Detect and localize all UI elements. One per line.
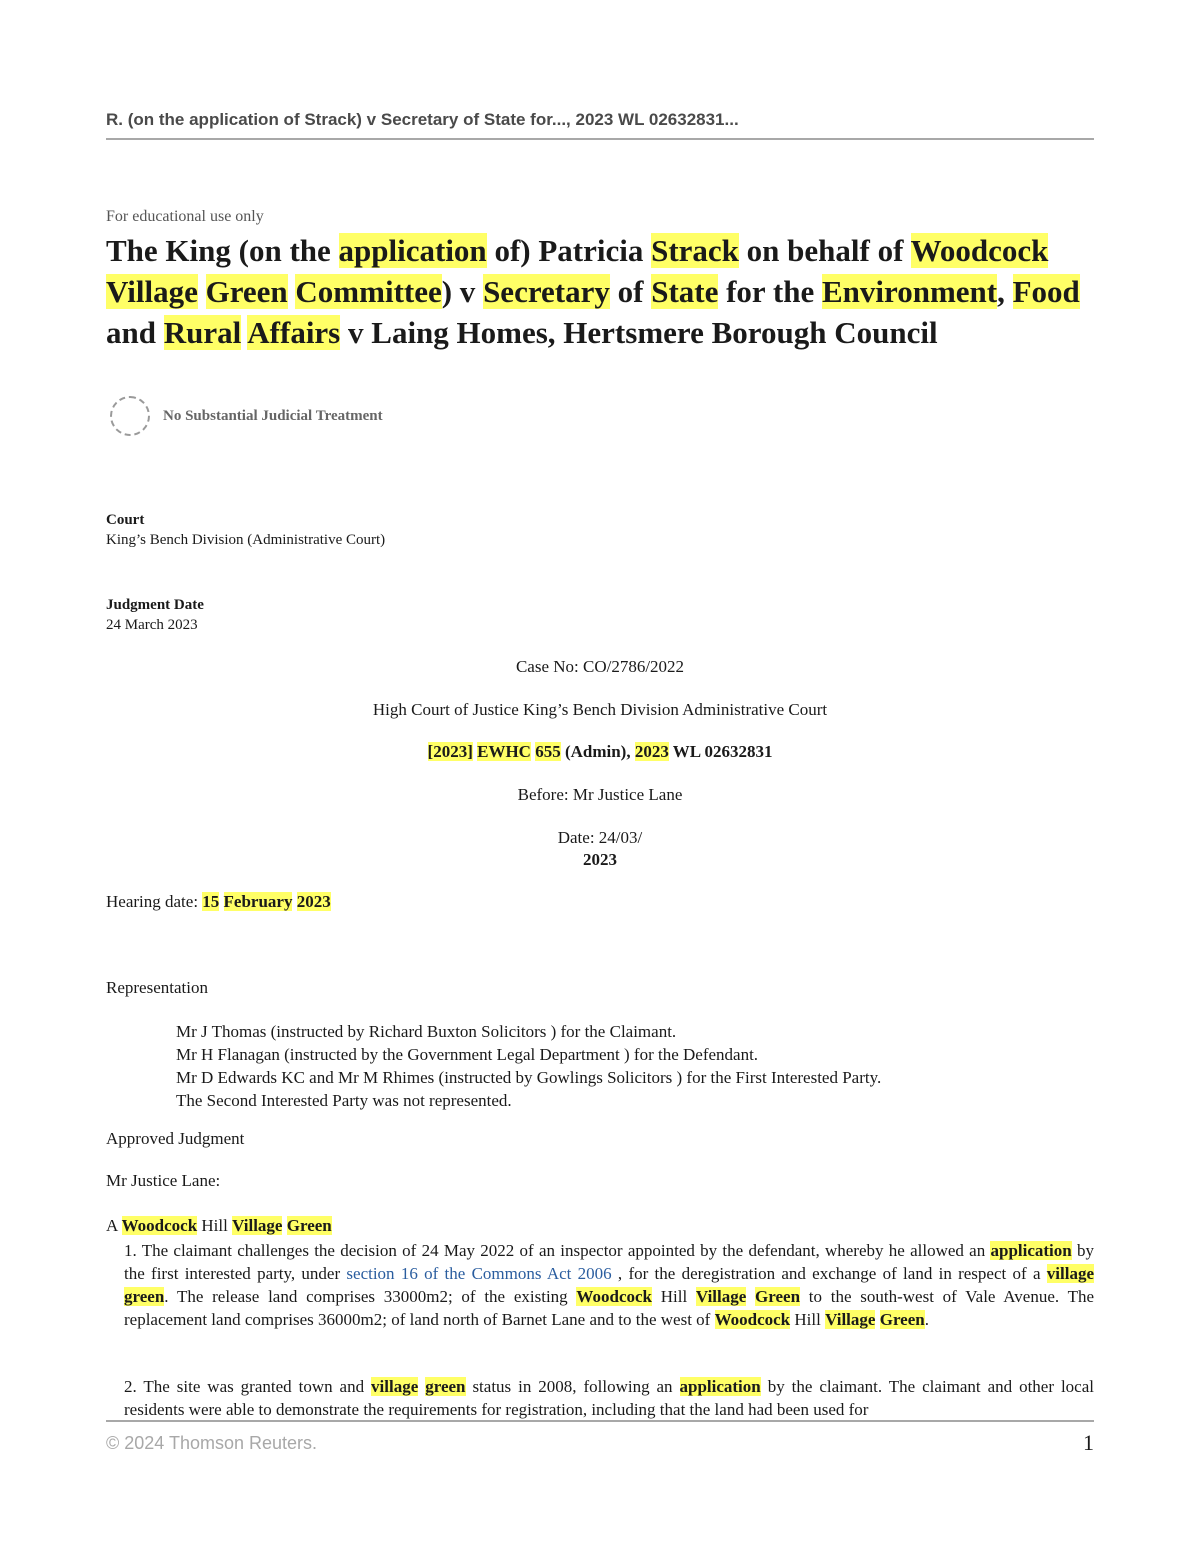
title-segment: of [609,274,652,309]
para-segment: Hill [651,1287,696,1306]
search-highlight: application [679,1377,761,1396]
title-segment: , [997,274,1013,309]
court-full-name: High Court of Justice King’s Bench Division Administrative Court [372,700,828,719]
search-highlight: Rural [163,315,242,350]
search-highlight: 15 [202,892,220,911]
judgment-date-label: Judgment Date [106,597,204,613]
search-highlight: Food [1012,274,1080,309]
copyright-notice: © 2024 Thomson Reuters. [106,1433,318,1453]
date-year: 2023 [583,850,617,869]
search-highlight: application [990,1241,1072,1260]
para-segment: . The release land comprises 33000m2; of the existing [164,1287,577,1306]
title-segment: ) v [441,274,484,309]
para-segment: by the claimant. The claimant and other local residents were able to demonstrate the requirements for registration, including that the land had been used for [124,1377,1094,1419]
hearing-segment [219,892,223,911]
search-highlight: Affairs [247,315,341,350]
para-segment: Hill [790,1310,826,1329]
title-segment: and [106,315,164,350]
paragraph-1 [124,1239,1094,1331]
representation-heading: Representation [106,978,208,997]
neutral-citation [106,742,1094,762]
search-highlight: 655 [535,742,561,761]
search-highlight: application [338,233,487,268]
treatment-flag-label: No Substantial Judicial Treatment [163,407,383,424]
search-highlight: [2023] [427,742,473,761]
court-label: Court [106,512,145,528]
hearing-date [106,892,331,912]
search-highlight: green [124,1287,165,1306]
search-highlight: green [425,1377,466,1396]
search-highlight: village [371,1377,419,1396]
section-heading [106,1216,332,1236]
search-highlight: Woodcock [910,233,1049,268]
court-value: King’s Bench Division (Administrative Court) [106,532,386,548]
para-segment: 1. The claimant challenges the decision of 24 May 2022 of an inspector appointed by the defendant, whereby he allowed an [124,1241,991,1260]
statute-link[interactable]: section 16 of the Commons Act 2006 [346,1264,612,1283]
search-highlight: Green [286,1216,332,1235]
search-highlight: Village [825,1310,876,1329]
search-highlight: Village [106,274,198,309]
search-highlight: Green [205,274,288,309]
judgment-date-value: 24 March 2023 [106,617,198,633]
before-judge: Before: Mr Justice Lane [517,785,683,804]
representation-line: Mr D Edwards KC and Mr M Rhimes (instructed by Gowlings Solicitors ) for the First Interested Party. [176,1068,882,1087]
educational-notice: For educational use only [106,208,264,225]
representation-line: Mr J Thomas (instructed by Richard Buxton Solicitors ) for the Claimant. [176,1022,677,1041]
search-highlight: 2023 [296,892,331,911]
search-highlight: Strack [651,233,739,268]
case-number: Case No: CO/2786/2022 [515,657,685,676]
title-segment: on behalf of [738,233,911,268]
footer-divider [106,1420,1094,1422]
para-segment: to the south-west of Vale Avenue. The replacement land comprises 36000m2; of land north of Barnet Lane and to the west of [124,1287,1094,1329]
title-segment: v Laing Homes, Hertsmere Borough Council [340,315,938,350]
representation-line: Mr H Flanagan (instructed by the Government Legal Department ) for the Defendant. [176,1045,759,1064]
search-highlight: village [1046,1264,1094,1283]
para-segment: 2. The site was granted town and [124,1377,372,1396]
approved-judgment: Approved Judgment [106,1129,245,1148]
representation-line: The Second Interested Party was not represented. [176,1091,512,1110]
search-highlight: State [651,274,719,309]
search-highlight: Green [879,1310,925,1329]
document-title [106,230,1106,353]
search-highlight: Woodcock [121,1216,198,1235]
title-segment: for the [718,274,822,309]
search-highlight: Secretary [483,274,610,309]
title-segment [198,274,206,309]
search-highlight: Village [695,1287,747,1306]
para-segment [746,1287,755,1306]
hearing-date-label: Hearing date: [106,892,203,911]
search-highlight: EWHC [477,742,531,761]
treatment-flag[interactable] [110,396,383,436]
search-highlight: Village [232,1216,283,1235]
para-segment: , for the deregistration and exchange of land in respect of a [611,1264,1047,1283]
search-highlight: Woodcock [576,1287,652,1306]
title-segment: The King (on the [106,233,339,268]
para-segment: by the first interested party, under [124,1241,1094,1283]
section-segment: Hill [197,1216,233,1235]
search-highlight: Committee [295,274,442,309]
paragraph-2 [124,1375,1094,1421]
citation-segment: WL 02632831 [668,742,773,761]
para-segment: . [924,1310,929,1329]
search-highlight: Environment [821,274,998,309]
running-header: R. (on the application of Strack) v Secretary of State for..., 2023 WL 02632831... [106,110,1094,140]
search-highlight: Woodcock [714,1310,791,1329]
hearing-date-value [202,892,330,911]
dashed-circle-icon [110,396,150,436]
citation-segment: (Admin), [560,742,635,761]
para-segment: status in 2008, following an [465,1377,680,1396]
judge-name: Mr Justice Lane: [106,1171,221,1190]
search-highlight: Green [755,1287,801,1306]
section-segment: A [106,1216,122,1235]
search-highlight: February [223,892,293,911]
date-label: Date: 24/03/ [557,828,643,847]
page-number: 1 [1083,1430,1094,1455]
title-segment: of) Patricia [486,233,652,268]
search-highlight: 2023 [634,742,669,761]
